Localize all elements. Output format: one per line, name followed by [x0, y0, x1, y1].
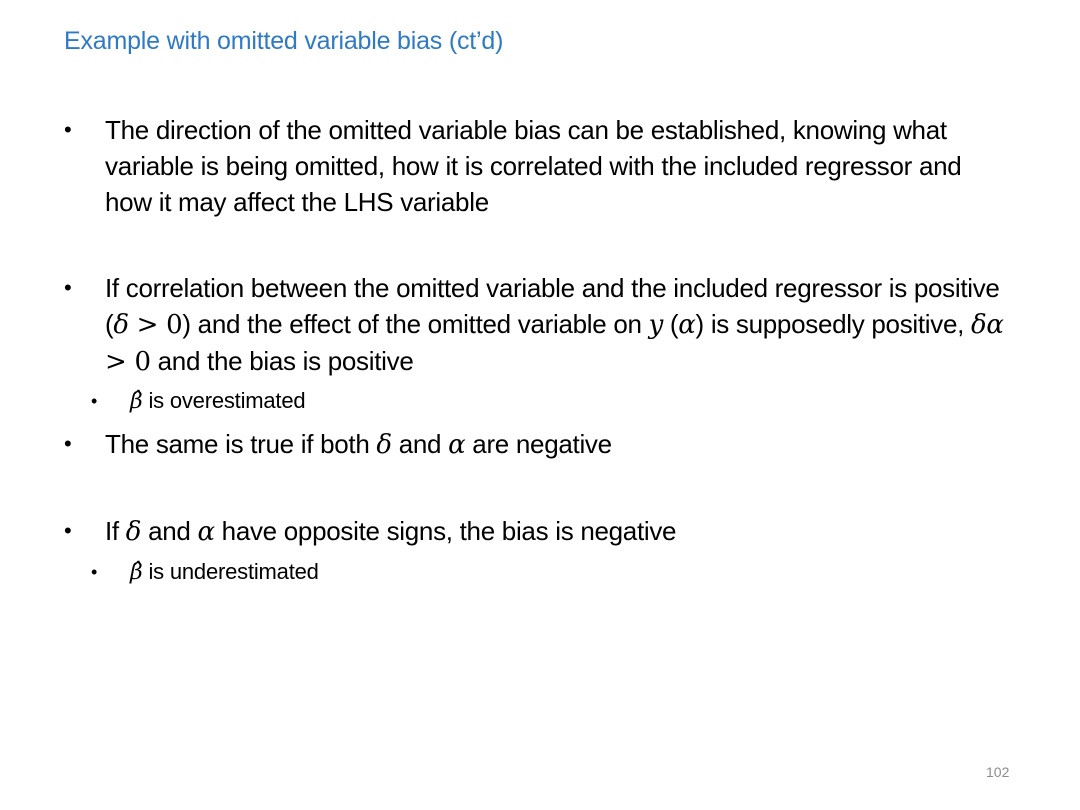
bullet-marker: •	[91, 391, 98, 411]
bullet-direction	[64, 112, 1005, 220]
math-y: y	[648, 310, 663, 340]
math-alpha: α	[448, 430, 466, 460]
bullet-text: and	[141, 516, 198, 546]
math-beta-hat: β̂	[130, 389, 143, 414]
sub-bullet-overestimated	[91, 386, 930, 417]
math-delta: δ	[376, 430, 392, 460]
math-alpha: α	[197, 517, 215, 547]
math-delta: δ	[113, 310, 129, 340]
math-delta-alpha: δα	[970, 310, 1004, 340]
math-alpha: α	[678, 310, 696, 340]
bullet-text: have opposite signs, the bias is negative	[214, 516, 677, 546]
bullet-text: The direction of the omitted variable bias can be established, knowing what variable is being omitted, how it is correlated with the included regressor and how it may affect the LHS variable	[105, 115, 962, 217]
bullet-text: ) is supposedly positive,	[695, 309, 971, 339]
bullet-text: The same is true if both	[105, 429, 377, 459]
bullet-marker: •	[64, 275, 72, 300]
bullet-text: is underestimated	[142, 559, 319, 584]
bullet-marker: •	[91, 562, 98, 582]
sub-bullet-underestimated	[91, 557, 930, 588]
bullet-text: are negative	[465, 429, 612, 459]
math-gt-zero: > 0	[128, 310, 183, 340]
slide-title: Example with omitted variable bias (ct’d)	[64, 27, 504, 55]
bullet-text: (	[662, 309, 679, 339]
bullet-marker: •	[64, 518, 72, 543]
bullet-marker: •	[64, 117, 72, 142]
bullet-positive-correlation	[64, 270, 1005, 380]
bullet-text: If	[105, 516, 126, 546]
bullet-text: is overestimated	[142, 388, 306, 413]
math-delta: δ	[125, 517, 142, 547]
bullet-both-negative	[64, 426, 1005, 463]
math-beta-hat: β̂	[130, 560, 143, 585]
bullet-text: ) and the effect of the omitted variable on	[182, 309, 649, 339]
bullet-text: and	[391, 429, 449, 459]
math-gt-zero: > 0	[105, 347, 151, 377]
bullet-text: and the bias is positive	[150, 346, 414, 376]
bullet-text: If correlation between the omitted variable and the included regressor is positive (	[105, 273, 1000, 339]
bullet-marker: •	[64, 431, 72, 456]
bullet-opposite-signs	[64, 513, 1005, 550]
page-number: 102	[986, 764, 1010, 780]
